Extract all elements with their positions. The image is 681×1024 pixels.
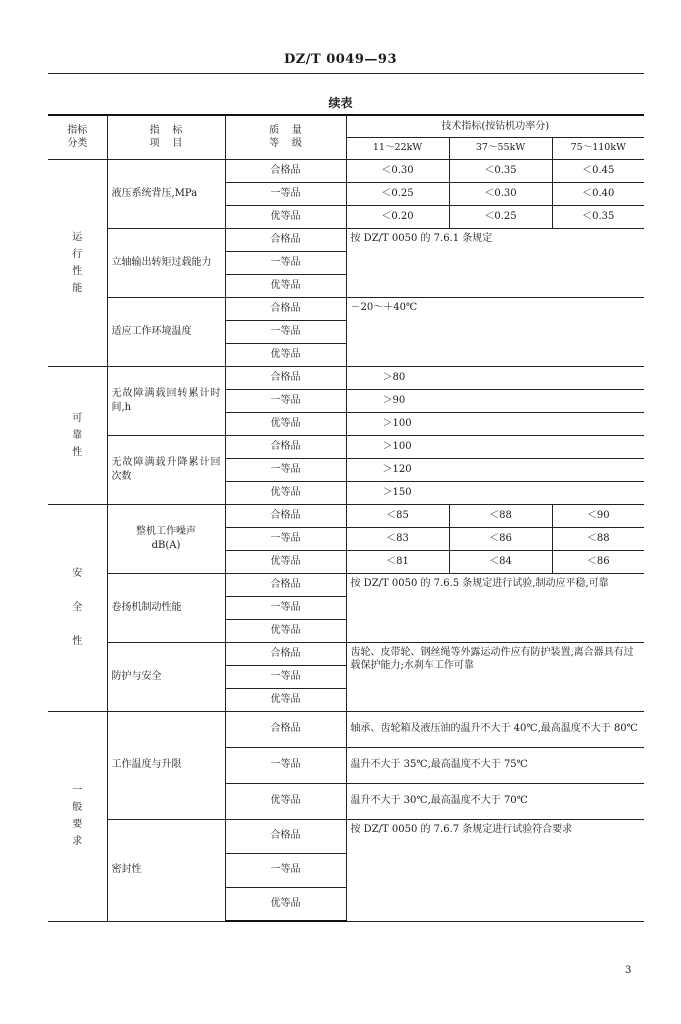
value-cell: ＜0.30 <box>449 182 552 205</box>
grade-cell: 优等品 <box>225 619 346 642</box>
value-cell: ＜88 <box>449 504 552 527</box>
item-torque: 立轴输出转矩过载能力 <box>107 228 225 297</box>
continued-table-title: 续表 <box>328 96 353 110</box>
category-safety: 安全性 <box>48 504 107 711</box>
desc-brake: 按 DZ/T 0050 的 7.6.5 条规定进行试验,制动应平稳,可靠 <box>346 573 644 642</box>
desc-torque: 按 DZ/T 0050 的 7.6.1 条规定 <box>346 228 644 297</box>
header-power-2: 37～55kW <box>449 137 552 159</box>
item-env-temp: 适应工作环境温度 <box>107 297 225 366</box>
value-cell: ＞80 <box>346 366 644 389</box>
grade-cell: 优等品 <box>225 343 346 366</box>
grade-cell: 合格品 <box>225 573 346 596</box>
value-cell: ＜84 <box>449 550 552 573</box>
desc-protection: 齿轮、皮带轮、钢丝绳等外露运动件应有防护装置,离合器具有过载保护能力;水刹车工作可靠 <box>346 642 644 711</box>
header-power-1: 11～22kW <box>346 137 449 159</box>
grade-cell: 优等品 <box>225 481 346 504</box>
value-cell: 轴承、齿轮箱及液压油的温升不大于 40℃,最高温度不大于 80℃ <box>346 711 644 747</box>
value-cell: ＜86 <box>552 550 644 573</box>
table-row <box>48 819 644 853</box>
grade-cell: 优等品 <box>225 688 346 711</box>
value-cell: ＜88 <box>552 527 644 550</box>
desc-seal: 按 DZ/T 0050 的 7.6.7 条规定进行试验符合要求 <box>346 819 644 921</box>
grade-cell: 一等品 <box>225 458 346 481</box>
desc-env-temp: －20～＋40℃ <box>346 297 644 366</box>
grade-cell: 合格品 <box>225 159 346 182</box>
item-rotary-time: 无故障满载回转累计时间,h <box>107 366 225 435</box>
value-cell: ＞120 <box>346 458 644 481</box>
grade-cell: 一等品 <box>225 182 346 205</box>
category-operation: 运行性能 <box>48 159 107 366</box>
grade-cell: 合格品 <box>225 228 346 251</box>
grade-cell: 合格品 <box>225 642 346 665</box>
grade-cell: 一等品 <box>225 251 346 274</box>
value-cell: ＜83 <box>346 527 449 550</box>
grade-cell: 优等品 <box>225 550 346 573</box>
item-hydraulic: 液压系统背压,MPa <box>107 159 225 228</box>
grade-cell: 优等品 <box>225 887 346 921</box>
value-cell: ＜81 <box>346 550 449 573</box>
grade-cell: 一等品 <box>225 596 346 619</box>
grade-cell: 合格品 <box>225 435 346 458</box>
grade-cell: 合格品 <box>225 504 346 527</box>
value-cell: ＞100 <box>346 435 644 458</box>
grade-cell: 合格品 <box>225 711 346 747</box>
value-cell: ＜0.40 <box>552 182 644 205</box>
document-code: DZ/T 0049—93 <box>284 52 397 67</box>
table-row <box>48 504 644 527</box>
table-row <box>48 297 644 320</box>
value-cell: ＜86 <box>449 527 552 550</box>
item-protection: 防护与安全 <box>107 642 225 711</box>
table-row <box>48 573 644 596</box>
value-cell: ＜85 <box>346 504 449 527</box>
value-cell: ＞100 <box>346 412 644 435</box>
item-temp-rise: 工作温度与升限 <box>107 711 225 819</box>
grade-cell: 优等品 <box>225 205 346 228</box>
value-cell: 温升不大于 30℃,最高温度不大于 70℃ <box>346 783 644 819</box>
table-row <box>48 642 644 665</box>
grade-cell: 优等品 <box>225 412 346 435</box>
grade-cell: 合格品 <box>225 297 346 320</box>
value-cell: ＜0.30 <box>346 159 449 182</box>
value-cell: ＞90 <box>346 389 644 412</box>
grade-cell: 一等品 <box>225 389 346 412</box>
header-row-1 <box>48 115 644 137</box>
grade-cell: 合格品 <box>225 819 346 853</box>
value-cell: ＜0.25 <box>449 205 552 228</box>
value-cell: ＜0.35 <box>449 159 552 182</box>
value-cell: ＜0.45 <box>552 159 644 182</box>
value-cell: 温升不大于 35℃,最高温度不大于 75℃ <box>346 747 644 783</box>
table-row <box>48 366 644 389</box>
header-item: 指 标 项 目 <box>107 115 225 159</box>
grade-cell: 合格品 <box>225 366 346 389</box>
grade-cell: 优等品 <box>225 783 346 819</box>
value-cell: ＜90 <box>552 504 644 527</box>
header-tech-indicators: 技术指标(按钻机功率分) <box>346 115 644 137</box>
item-lift-count: 无故障满载升降累计回次数 <box>107 435 225 504</box>
grade-cell: 一等品 <box>225 320 346 343</box>
grade-cell: 优等品 <box>225 274 346 297</box>
value-cell: ＜0.35 <box>552 205 644 228</box>
grade-cell: 一等品 <box>225 527 346 550</box>
value-cell: ＞150 <box>346 481 644 504</box>
item-brake: 卷扬机制动性能 <box>107 573 225 642</box>
header-rule <box>48 73 644 74</box>
table-row <box>48 435 644 458</box>
table-row <box>48 711 644 747</box>
table-row <box>48 228 644 251</box>
value-cell: ＜0.20 <box>346 205 449 228</box>
header-power-3: 75～110kW <box>552 137 644 159</box>
spec-table <box>48 114 644 922</box>
grade-cell: 一等品 <box>225 853 346 887</box>
page-number: 3 <box>625 965 632 976</box>
header-category: 指标 分类 <box>48 115 107 159</box>
grade-cell: 一等品 <box>225 747 346 783</box>
table-row <box>48 159 644 182</box>
header-grade: 质 量 等 级 <box>225 115 346 159</box>
category-reliability: 可靠性 <box>48 366 107 504</box>
item-seal: 密封性 <box>107 819 225 921</box>
category-general: 一般要求 <box>48 711 107 921</box>
item-noise: 整机工作噪声 dB(A) <box>107 504 225 573</box>
value-cell: ＜0.25 <box>346 182 449 205</box>
grade-cell: 一等品 <box>225 665 346 688</box>
